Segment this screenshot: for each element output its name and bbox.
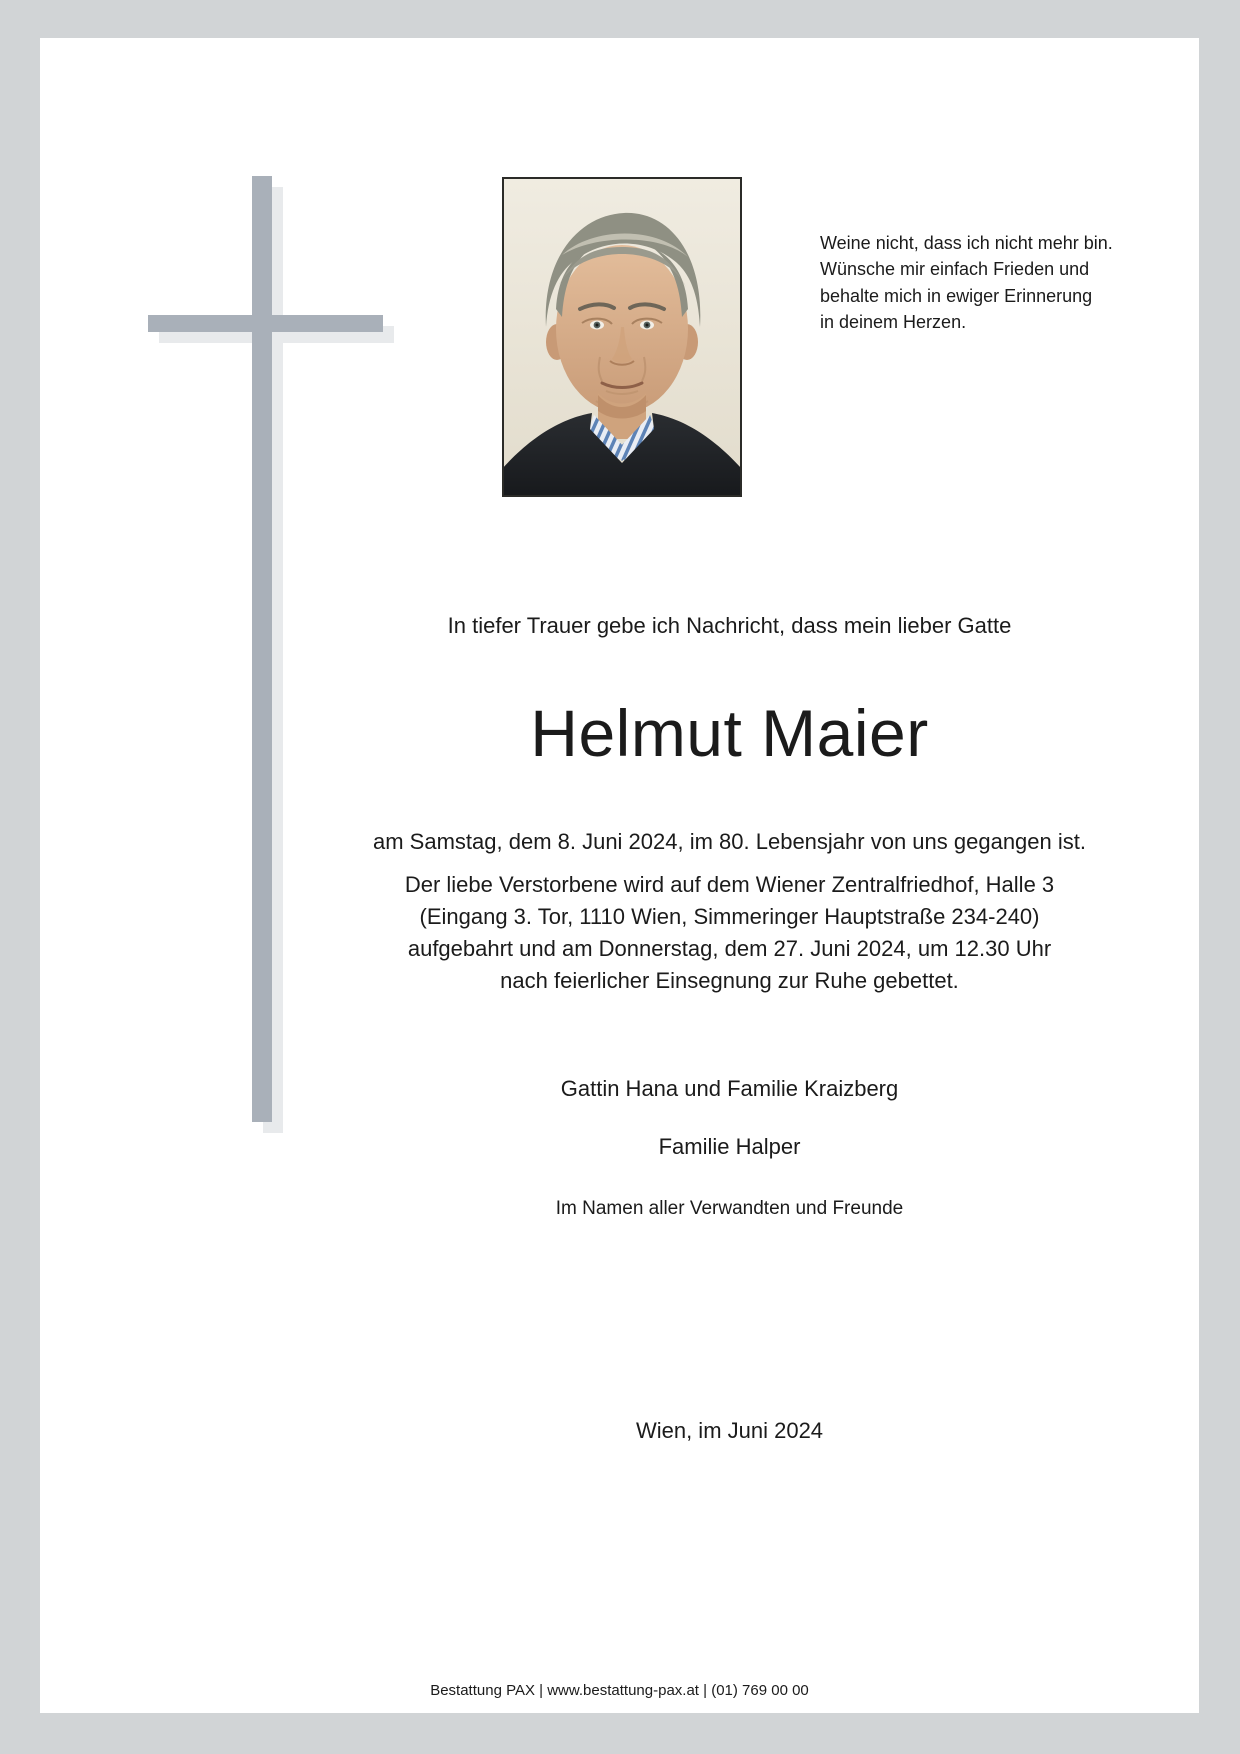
place-date-line: Wien, im Juni 2024: [635, 1418, 824, 1443]
quote-line: Wünsche mir einfach Frieden und: [820, 259, 1090, 280]
death-date-line: am Samstag, dem 8. Juni 2024, im 80. Lebensjahr von uns gegangen ist.: [373, 829, 1086, 854]
quote-line: behalte mich in ewiger Erinnerung: [820, 285, 1093, 306]
announcement-intro: In tiefer Trauer gebe ich Nachricht, dass mein lieber Gatte: [447, 613, 1012, 638]
portrait-photo: [502, 177, 742, 497]
mourner-line-family: Familie Halper: [658, 1134, 801, 1159]
quote-line: in deinem Herzen.: [820, 311, 967, 332]
funeral-home-contact: Bestattung PAX | www.bestattung-pax.at | (01) 769 00 00: [430, 1682, 809, 1699]
mourner-line-wife: Gattin Hana und Familie Kraizberg: [560, 1076, 899, 1101]
cross-horizontal-bar: [148, 315, 383, 332]
farewell-quote: [820, 230, 1190, 335]
mourners-closing-line: Im Namen aller Verwandten und Freunde: [555, 1198, 904, 1219]
obituary-sheet: [40, 38, 1199, 1713]
funeral-line: aufgebahrt und am Donnerstag, dem 27. Juni 2024, um 12.30 Uhr: [407, 936, 1052, 961]
quote-line: Weine nicht, dass ich nicht mehr bin.: [820, 233, 1113, 253]
funeral-line: nach feierlicher Einsegnung zur Ruhe gebettet.: [500, 968, 959, 993]
funeral-line: Der liebe Verstorbene wird auf dem Wiener Zentralfriedhof, Halle 3: [404, 872, 1055, 897]
deceased-name: Helmut Maier: [530, 696, 929, 770]
funeral-details: [260, 869, 1199, 997]
funeral-line: (Eingang 3. Tor, 1110 Wien, Simmeringer Hauptstraße 234-240): [419, 904, 1040, 929]
